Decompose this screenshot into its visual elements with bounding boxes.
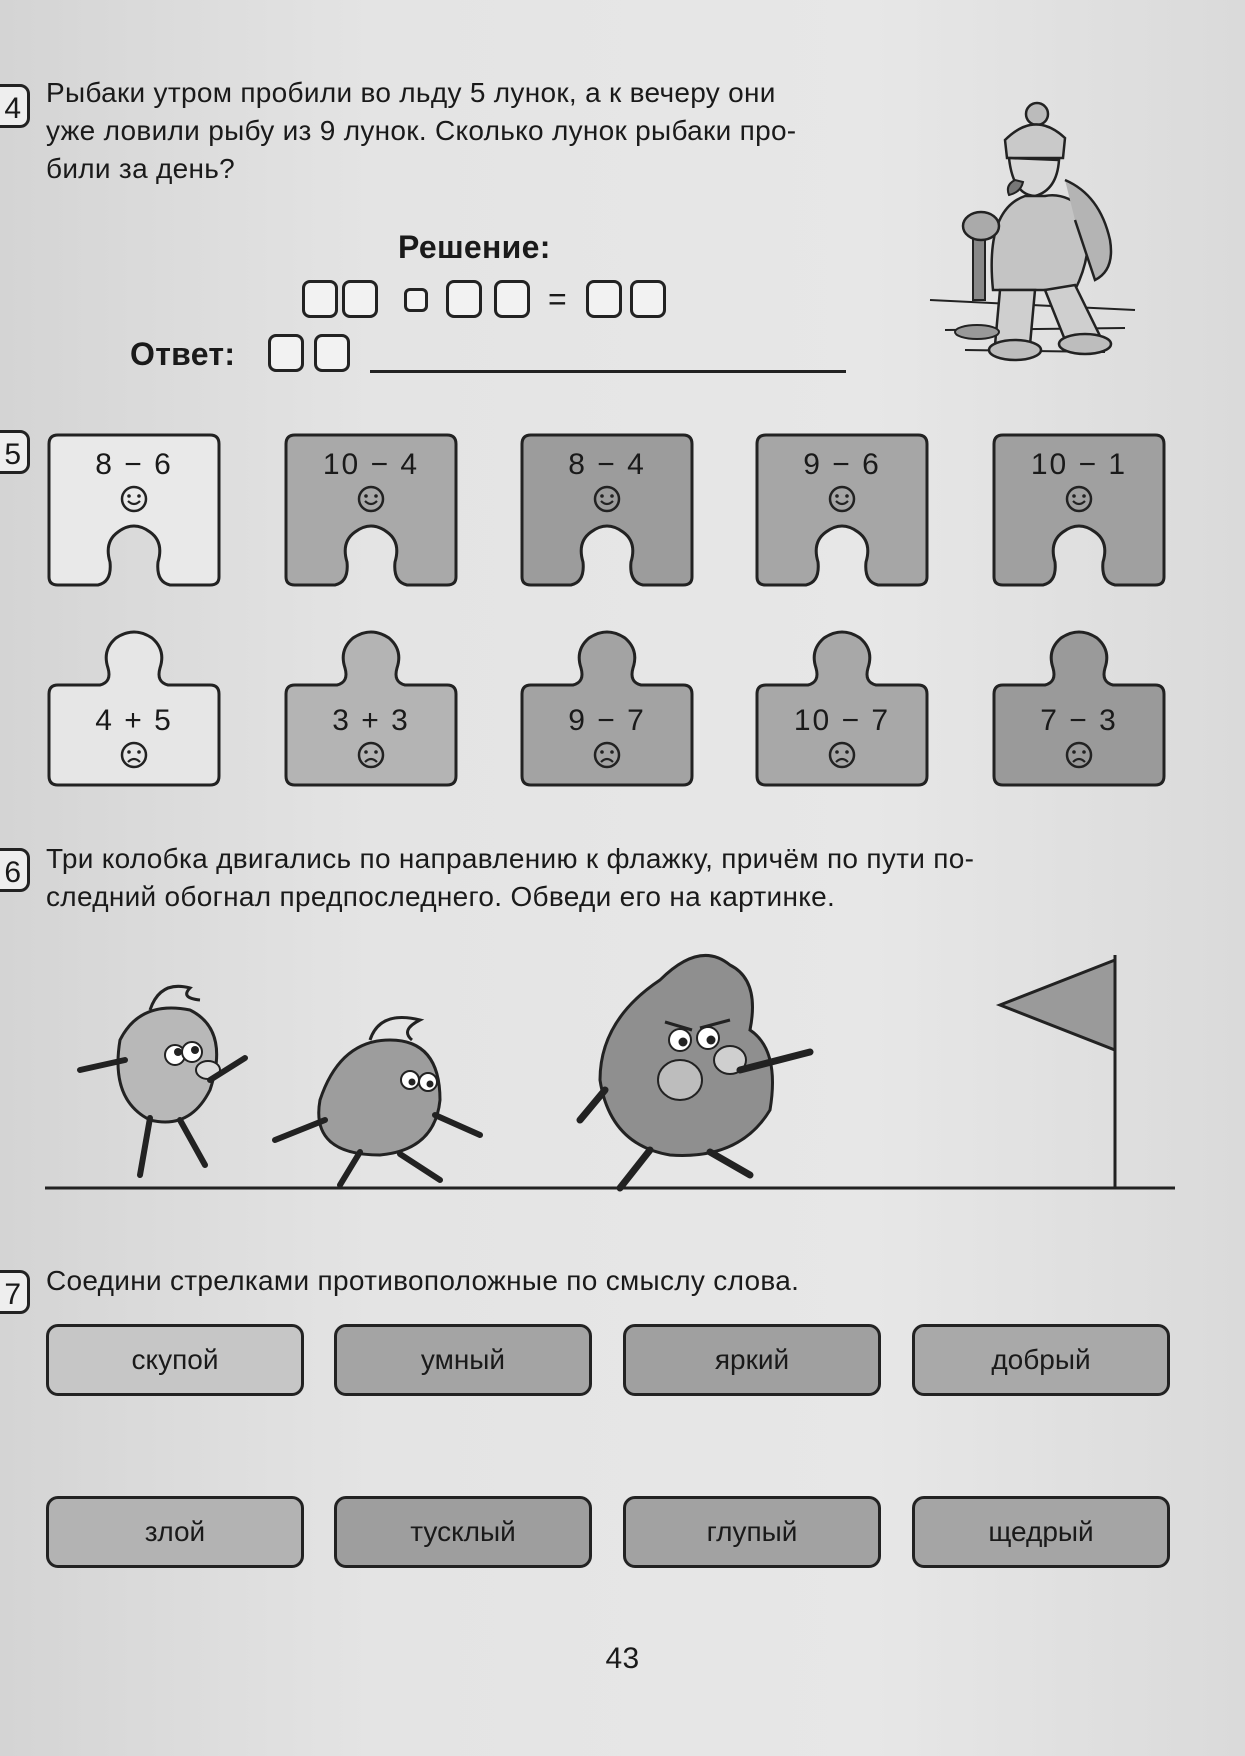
puzzle-expression: 8 − 4 xyxy=(568,448,646,481)
puzzle-card-top-3[interactable] xyxy=(519,432,695,592)
puzzle-card-top-5[interactable] xyxy=(991,432,1167,592)
puzzle-card-bottom-2[interactable] xyxy=(283,628,459,788)
smile-icon xyxy=(119,484,149,514)
word-card-bottom-4[interactable]: щедрый xyxy=(912,1496,1170,1568)
solution-cell-2[interactable] xyxy=(342,280,378,318)
kolobok-1-icon xyxy=(80,986,245,1175)
sad-face-icon xyxy=(592,740,622,770)
task-number-7: 7 xyxy=(0,1270,30,1314)
task6-text xyxy=(46,840,974,916)
kolobok-2-icon xyxy=(275,1018,480,1186)
puzzle-card-top-4[interactable] xyxy=(754,432,930,592)
smile-icon xyxy=(827,484,857,514)
puzzle-expression: 4 + 5 xyxy=(95,704,173,737)
word-card-bottom-2[interactable]: тусклый xyxy=(334,1496,592,1568)
answer-cell-1[interactable] xyxy=(268,334,304,372)
kolobok-race-illustration xyxy=(40,940,1180,1200)
puzzle-card-bottom-4[interactable] xyxy=(754,628,930,788)
task4-line-1: Рыбаки утром пробили во льду 5 лунок, а к вечеру они xyxy=(46,77,776,108)
sad-face-icon xyxy=(1064,740,1094,770)
word-card-bottom-3[interactable]: глупый xyxy=(623,1496,881,1568)
page-number: 43 xyxy=(605,1642,640,1675)
puzzle-card-bottom-3[interactable] xyxy=(519,628,695,788)
flag-icon xyxy=(1000,960,1115,1050)
solution-cell-3[interactable] xyxy=(446,280,482,318)
word-card-top-1[interactable]: скупой xyxy=(46,1324,304,1396)
fisherman-illustration xyxy=(925,100,1155,370)
word-card-top-2[interactable]: умный xyxy=(334,1324,592,1396)
operator-cell[interactable] xyxy=(404,288,428,312)
puzzle-expression: 9 − 7 xyxy=(568,704,646,737)
result-cell-2[interactable] xyxy=(630,280,666,318)
task4-text xyxy=(46,74,796,188)
answer-label: Ответ: xyxy=(130,336,236,372)
sad-face-icon xyxy=(119,740,149,770)
puzzle-expression: 10 − 4 xyxy=(322,448,420,481)
puzzle-card-top-2[interactable] xyxy=(283,432,459,592)
task6-line-2: следний обогнал предпоследнего. Обведи его на картинке. xyxy=(46,881,836,912)
equals-sign: = xyxy=(548,281,567,317)
solution-cell-4[interactable] xyxy=(494,280,530,318)
puzzle-card-top-1[interactable] xyxy=(46,432,222,592)
puzzle-card-bottom-5[interactable] xyxy=(991,628,1167,788)
puzzle-expression: 8 − 6 xyxy=(95,448,173,481)
word-card-top-3[interactable]: яркий xyxy=(623,1324,881,1396)
answer-line[interactable] xyxy=(370,370,846,373)
sad-face-icon xyxy=(356,740,386,770)
puzzle-expression: 9 − 6 xyxy=(803,448,881,481)
smile-icon xyxy=(592,484,622,514)
task6-line-1: Три колобка двигались по направлению к флажку, причём по пути по- xyxy=(46,843,975,874)
task-number-6: 6 xyxy=(0,848,30,892)
puzzle-expression: 10 − 1 xyxy=(1030,448,1128,481)
puzzle-expression: 7 − 3 xyxy=(1040,704,1118,737)
sad-face-icon xyxy=(827,740,857,770)
task7-instruction: Соедини стрелками противоположные по смыслу слова. xyxy=(46,1265,800,1296)
solution-label: Решение: xyxy=(398,229,551,265)
puzzle-expression: 10 − 7 xyxy=(793,704,891,737)
task4-line-3: били за день? xyxy=(46,153,236,184)
task4-line-2: уже ловили рыбу из 9 лунок. Сколько лунок рыбаки про- xyxy=(46,115,797,146)
answer-cell-2[interactable] xyxy=(314,334,350,372)
word-card-top-4[interactable]: добрый xyxy=(912,1324,1170,1396)
task-number-5: 5 xyxy=(0,430,30,474)
word-card-bottom-1[interactable]: злой xyxy=(46,1496,304,1568)
solution-cell-1[interactable] xyxy=(302,280,338,318)
smile-icon xyxy=(356,484,386,514)
puzzle-card-bottom-1[interactable] xyxy=(46,628,222,788)
task-number-4: 4 xyxy=(0,84,30,128)
puzzle-expression: 3 + 3 xyxy=(332,704,410,737)
result-cell-1[interactable] xyxy=(586,280,622,318)
kolobok-3-icon xyxy=(580,955,810,1188)
smile-icon xyxy=(1064,484,1094,514)
